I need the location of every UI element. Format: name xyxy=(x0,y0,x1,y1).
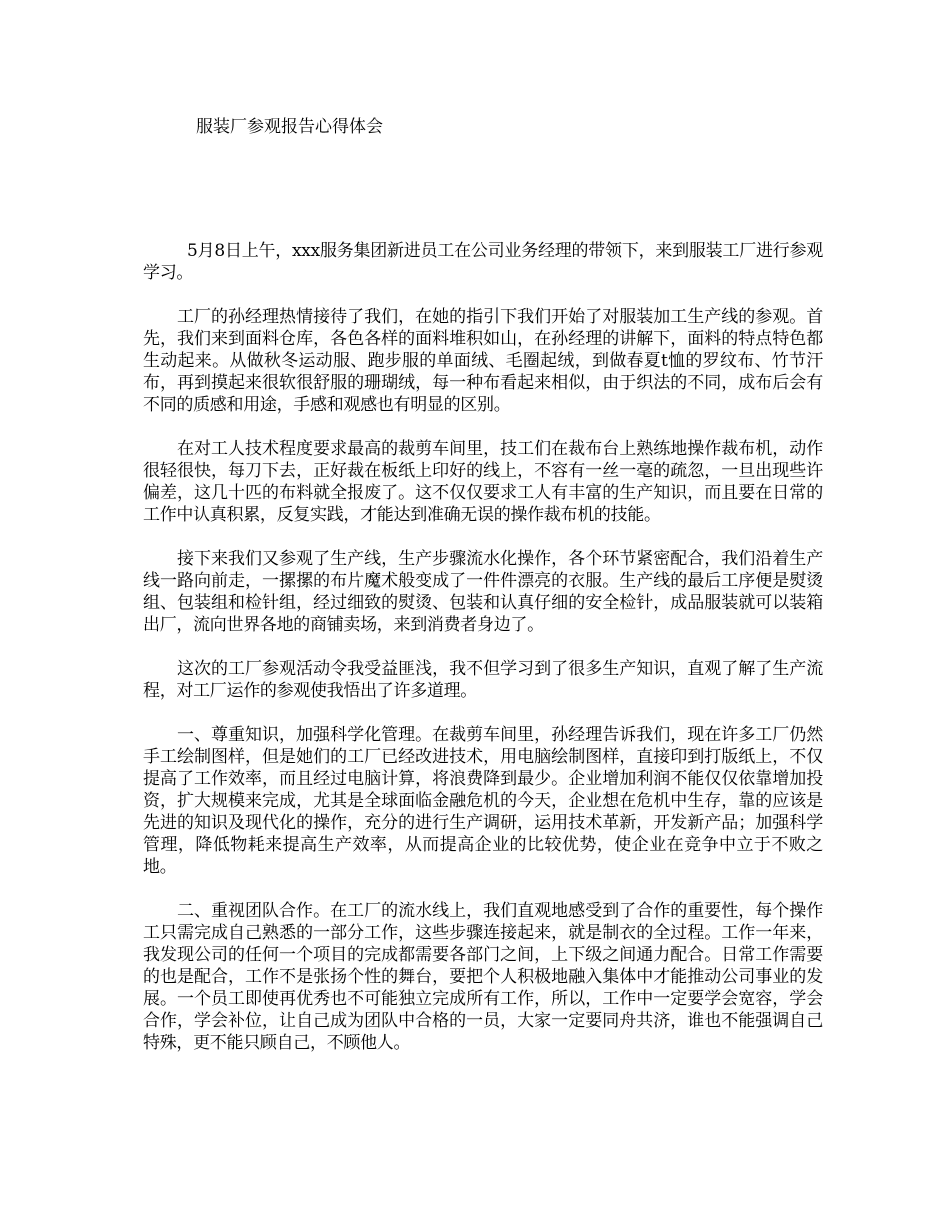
paragraph-point-two: 二、重视团队合作。在工厂的流水线上，我们直观地感受到了合作的重要性，每个操作工只需完成自己熟悉的一部分工作，这些步骤连接起来，就是制衣的全过程。工作一年来，我发现公司的任何一个项目的完成都需要各部门之间，上下级之间通力配合。日常工作需要的也是配合，工作不是张扬个性的舞台，要把个人积极地融入集体中才能推动公司事业的发展。一个员工即使再优秀也不可能独立完成所有工作，所以，工作中一定要学会宽容，学会合作，学会补位，让自己成为团队中合格的一员，大家一定要同舟共济，谁也不能强调自己特殊，更不能只顾自己，不顾他人。 xyxy=(143,901,823,1053)
paragraph-fabric-warehouse: 工厂的孙经理热情接待了我们，在她的指引下我们开始了对服装加工生产线的参观。首先，我们来到面料仓库，各色各样的面料堆积如山，在孙经理的讲解下，面料的特点特色都生动起来。从做秋冬运动服、跑步服的单面绒、毛圈起绒，到做春夏t恤的罗纹布、竹节汗布，再到摸起来很软很舒服的珊瑚绒，每一种布看起来相似，由于织法的不同，成布后会有不同的质感和用途，手感和观感也有明显的区别。 xyxy=(143,307,823,415)
paragraph-visit-intro: 5月8日上午，xxx服务集团新进员工在公司业务经理的带领下，来到服装工厂进行参观学习。 xyxy=(143,241,823,283)
document-body xyxy=(143,240,823,1076)
paragraph-point-one: 一、尊重知识，加强科学化管理。在裁剪车间里，孙经理告诉我们，现在许多工厂仍然手工绘制图样，但是她们的工厂已经改进技术，用电脑绘制图样，直接印到打版纸上，不仅提高了工作效率，而且经过电脑计算，将浪费降到最少。企业增加利润不能仅仅依靠增加投资，扩大规模来完成，尤其是全球面临金融危机的今天，企业想在危机中生存，靠的应该是先进的知识及现代化的操作，充分的进行生产调研，运用技术革新，开发新产品；加强科学管理，降低物耗来提高生产效率，从而提高企业的比较优势，使企业在竞争中立于不败之地。 xyxy=(143,725,823,877)
paragraph-production-line: 接下来我们又参观了生产线，生产步骤流水化操作，各个环节紧密配合，我们沿着生产线一路向前走，一摞摞的布片魔术般变成了一件件漂亮的衣服。生产线的最后工序便是熨烫组、包装组和检针组，经过细致的熨烫、包装和认真仔细的安全检针，成品服装就可以装箱出厂，流向世界各地的商铺卖场，来到消费者身边了。 xyxy=(143,549,823,635)
paragraph-reflection: 这次的工厂参观活动令我受益匪浅，我不但学习到了很多生产知识，直观了解了生产流程，对工厂运作的参观使我悟出了许多道理。 xyxy=(143,659,823,701)
document-title: 服装厂参观报告心得体会 xyxy=(196,117,383,137)
paragraph-cutting-workshop: 在对工人技术程度要求最高的裁剪车间里，技工们在裁布台上熟练地操作裁布机，动作很轻很快，每刀下去，正好裁在板纸上印好的线上，不容有一丝一毫的疏忽，一旦出现些许偏差，这几十匹的布料就全报废了。这不仅仅要求工人有丰富的生产知识，而且要在日常的工作中认真积累，反复实践，才能达到准确无误的操作裁布机的技能。 xyxy=(143,439,823,525)
